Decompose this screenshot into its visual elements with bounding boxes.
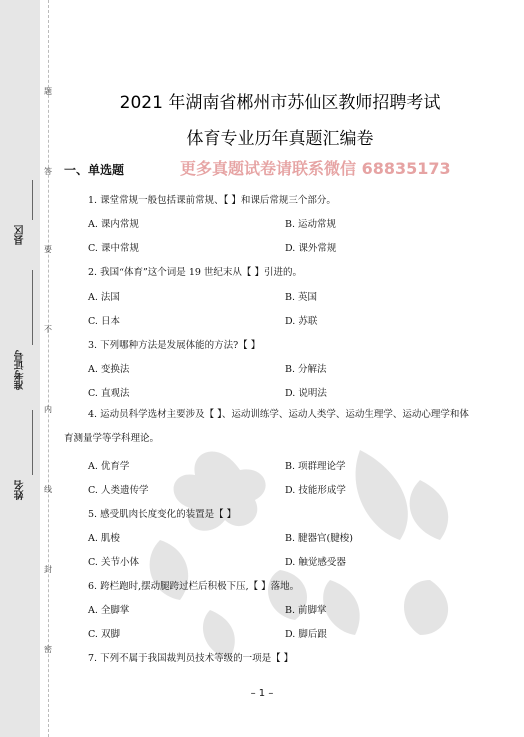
page-subtitle: 体育专业历年真题汇编卷 — [186, 129, 374, 149]
field-ticket-label: 准考证号 — [15, 350, 26, 390]
page-title: 2021 年湖南省郴州市苏仙区教师招聘考试 — [119, 93, 441, 113]
question-stem: 7. 下列不属于我国裁判员技术等级的一项是【 】 — [88, 653, 294, 664]
field-county-line — [32, 180, 33, 220]
option-c: C. 关节小体 — [88, 557, 139, 568]
option-c: C. 课中常规 — [88, 243, 139, 254]
option-a: A. 法国 — [88, 292, 120, 303]
option-c: C. 日本 — [88, 316, 120, 327]
seal-char: 题 — [44, 87, 52, 96]
option-b: B. 分解法 — [285, 364, 327, 375]
field-name-label: 姓名 — [15, 480, 26, 500]
field-name[interactable] — [6, 480, 34, 590]
question-stem: 1. 课堂常规一般包括课前常规、【 】和课后常规三个部分。 — [88, 195, 336, 206]
option-a: A. 课内常规 — [88, 219, 139, 230]
option-a: A. 变换法 — [88, 364, 130, 375]
option-b: B. 前脚掌 — [285, 605, 327, 616]
option-a: A. 优育学 — [88, 461, 130, 472]
seal-char: 内 — [44, 405, 52, 414]
option-b: B. 腱器官(腱梭) — [285, 533, 353, 544]
watermark-text: 更多真题试卷请联系微信 68835173 — [180, 159, 451, 178]
option-d: D. 脚后跟 — [285, 629, 327, 640]
field-ticket-line — [32, 270, 33, 345]
question-stem: 5. 感受肌肉长度变化的装置是【 】 — [88, 509, 237, 520]
question-stem: 3. 下列哪种方法是发展体能的方法?【 】 — [88, 340, 261, 351]
seal-char: 密 — [44, 645, 52, 654]
option-d: D. 触觉感受器 — [285, 557, 346, 568]
binding-line — [48, 0, 49, 737]
question-stem: 6. 跨栏跑时,摆动腿跨过栏后积极下压,【 】落地。 — [88, 581, 300, 592]
section-heading: 一、单选题 — [64, 163, 125, 177]
field-county-label: 县区 — [15, 225, 26, 245]
page-number: – 1 – — [250, 688, 274, 699]
option-d: D. 课外常规 — [285, 243, 337, 254]
option-d: D. 说明法 — [285, 388, 327, 399]
seal-char: 不 — [44, 325, 52, 334]
option-c: C. 人类遗传学 — [88, 485, 149, 496]
seal-char: 答 — [44, 167, 52, 176]
option-b: B. 运动常规 — [285, 219, 337, 230]
option-c: C. 直观法 — [88, 388, 130, 399]
option-b: B. 英国 — [285, 292, 318, 303]
seal-char: 线 — [44, 485, 52, 494]
option-d: D. 苏联 — [285, 316, 318, 327]
seal-char: 封 — [44, 565, 52, 574]
option-a: A. 肌梭 — [88, 533, 120, 544]
option-d: D. 技能形成学 — [285, 485, 346, 496]
option-a: A. 全脚掌 — [88, 605, 130, 616]
seal-char: 要 — [44, 245, 52, 254]
option-c: C. 双脚 — [88, 629, 120, 640]
question-stem: 2. 我国“体育”这个词是 19 世纪末从【 】引进的。 — [88, 267, 302, 278]
field-county[interactable] — [6, 225, 34, 335]
option-b: B. 项群理论学 — [285, 461, 346, 472]
field-name-line — [32, 410, 33, 475]
question-stem: 4. 运动员科学选材主要涉及【 】、运动训练学、运动人类学、运动生理学、运动心理学和体育测量学等学科理论。 — [64, 409, 469, 444]
field-ticket-number[interactable] — [6, 350, 34, 460]
